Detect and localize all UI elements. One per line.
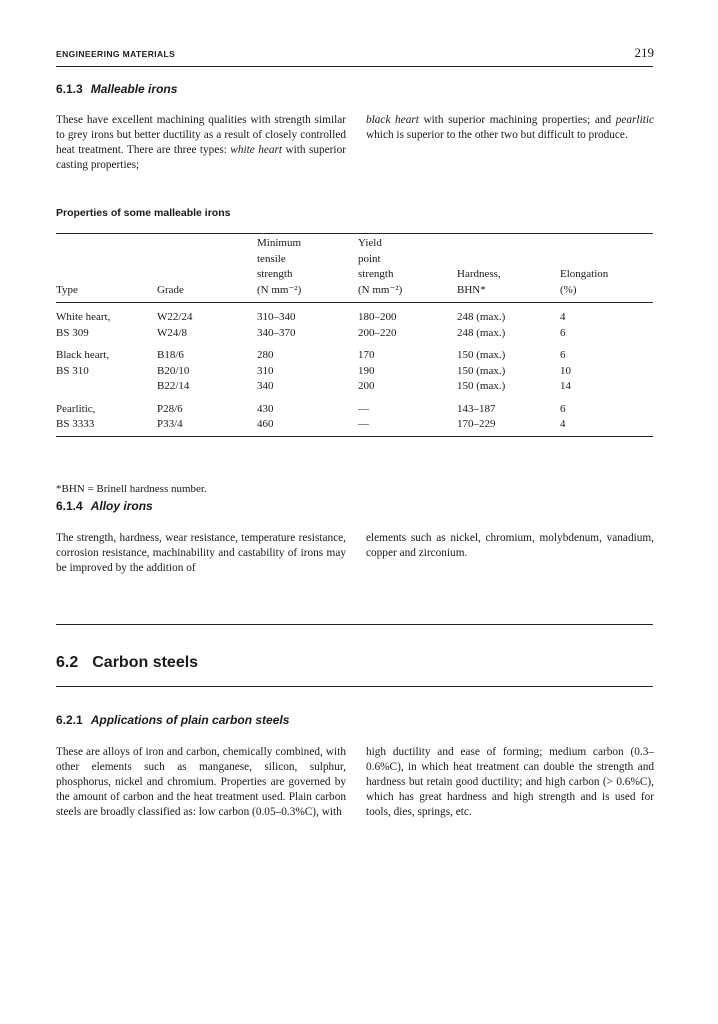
cell-tensile: 340: [257, 380, 274, 392]
section-heading-6-2: [56, 654, 198, 672]
cell-hardness: 248 (max.): [457, 326, 506, 339]
section-rule-bottom: [56, 686, 653, 687]
cell-grade: W24/8: [157, 326, 187, 339]
section-number: 6.1.4: [56, 499, 83, 513]
cell-grade: W22/24: [157, 311, 193, 323]
cell-type: Pearlitic,: [56, 402, 96, 415]
section-heading-6-2-1: [56, 713, 289, 727]
header-tensile: Minimum tensile strength (N mm⁻²): [257, 234, 358, 303]
cell-type: BS 309: [56, 326, 89, 339]
page-number: 219: [634, 45, 654, 60]
emphasis-pearlitic: pearlitic: [615, 114, 654, 126]
section-heading-6-1-4: [56, 499, 153, 513]
section-title: Applications of plain carbon steels: [90, 713, 290, 727]
header-grade: Grade: [157, 234, 257, 303]
text-run: with superior casting properties;: [56, 144, 346, 171]
cell-hardness: 143–187: [457, 402, 496, 415]
cell-tensile: 310–340: [257, 311, 296, 323]
cell-yield: 170: [358, 349, 375, 361]
cell-elongation: 14: [560, 380, 571, 392]
section-rule-top: [56, 624, 653, 625]
cell-yield: 190: [358, 364, 375, 377]
emphasis-black-heart: black heart: [366, 114, 419, 126]
alloy-text-right: elements such as nickel, chromium, molybdenum, vanadium, copper and zirconium.: [366, 532, 654, 559]
emphasis-white-heart: white heart: [230, 144, 283, 156]
cell-type: White heart,: [56, 311, 111, 323]
cell-tensile: 310: [257, 364, 274, 377]
alloy-text-left: The strength, hardness, wear resistance, temperature resistance, corrosion resistance, machinability and castability of irons may be improved by the addition of: [56, 532, 346, 574]
text-run: These have excellent machining qualities with strength similar to grey irons but better ductility as a result of closely controlled heat treatment. There are three types:: [56, 114, 346, 156]
header-hardness: Hardness, BHN*: [457, 234, 560, 303]
table-row: [56, 364, 653, 380]
properties-table: [56, 233, 653, 437]
table-row: [56, 341, 653, 364]
text-run: with superior machining properties; and: [418, 114, 616, 126]
cell-yield: 200: [358, 380, 375, 392]
cell-elongation: 4: [560, 311, 566, 323]
header-yield: Yield point strength (N mm⁻²): [358, 234, 457, 303]
cell-elongation: 6: [560, 349, 566, 361]
cell-elongation: 4: [560, 417, 653, 436]
cell-hardness: 150 (max.): [457, 349, 506, 361]
malleable-text-left: [56, 113, 346, 173]
cell-grade: P28/6: [157, 402, 183, 415]
cell-yield: 200–220: [358, 326, 397, 339]
cell-yield: 180–200: [358, 311, 397, 323]
malleable-text-right: [366, 113, 654, 143]
table-row: [56, 395, 653, 418]
cell-yield: —: [358, 417, 457, 436]
cell-type: BS 3333: [56, 417, 157, 436]
cell-tensile: 340–370: [257, 326, 296, 339]
cell-grade: B22/14: [157, 380, 190, 392]
section-number: 6.2.1: [56, 713, 83, 727]
cell-yield: —: [358, 402, 369, 415]
table-footnote: *BHN = Brinell hardness number.: [56, 483, 207, 495]
cell-elongation: 6: [560, 402, 566, 415]
table-row: [56, 303, 653, 326]
text-run: which is superior to the other two but difficult to produce.: [366, 129, 628, 141]
cell-hardness: 170–229: [457, 417, 560, 436]
cell-grade: B20/10: [157, 364, 190, 377]
cell-grade: B18/6: [157, 349, 184, 361]
cell-type: BS 310: [56, 364, 89, 377]
section-title: Alloy irons: [90, 499, 153, 513]
carbon-text-left: These are alloys of iron and carbon, chemically combined, with other elements such as manganese, silicon, sulphur, phosphorus, nickel and chromium. Properties are governed by the amount of carbon and the heat treatment used. Plain carbon steels are broadly classified as: low carbon (0.05–0.3%C), with: [56, 746, 346, 818]
cell-grade: P33/4: [157, 417, 257, 436]
cell-hardness: 150 (max.): [457, 364, 506, 377]
table-row: [56, 379, 653, 395]
table-row: [56, 326, 653, 342]
section-number: 6.1.3: [56, 82, 83, 96]
cell-tensile: 460: [257, 417, 358, 436]
section-heading-6-1-3: [56, 82, 177, 96]
section-number: 6.2: [56, 654, 79, 671]
cell-type: Black heart,: [56, 349, 110, 361]
cell-hardness: 248 (max.): [457, 311, 506, 323]
section-title: Carbon steels: [92, 654, 199, 671]
cell-tensile: 430: [257, 402, 274, 415]
table-row: [56, 417, 653, 436]
header-type: Type: [56, 234, 157, 303]
cell-tensile: 280: [257, 349, 274, 361]
cell-elongation: 6: [560, 326, 566, 339]
header-rule: [56, 66, 653, 67]
cell-elongation: 10: [560, 364, 571, 377]
table-caption: Properties of some malleable irons: [56, 207, 231, 219]
cell-type: [56, 379, 157, 395]
running-header: ENGINEERING MATERIALS: [56, 49, 176, 59]
table-header-row: [56, 234, 653, 303]
cell-hardness: 150 (max.): [457, 380, 506, 392]
carbon-text-right: high ductility and ease of forming; medium carbon (0.3–0.6%C), in which heat treatment can double the strength and hardness but retain good ductility; and high carbon (> 0.6%C), which has great hardness and high strength and is used for tools, dies, springs, etc.: [366, 746, 654, 818]
header-elongation: Elongation (%): [560, 234, 653, 303]
section-title: Malleable irons: [90, 82, 178, 96]
